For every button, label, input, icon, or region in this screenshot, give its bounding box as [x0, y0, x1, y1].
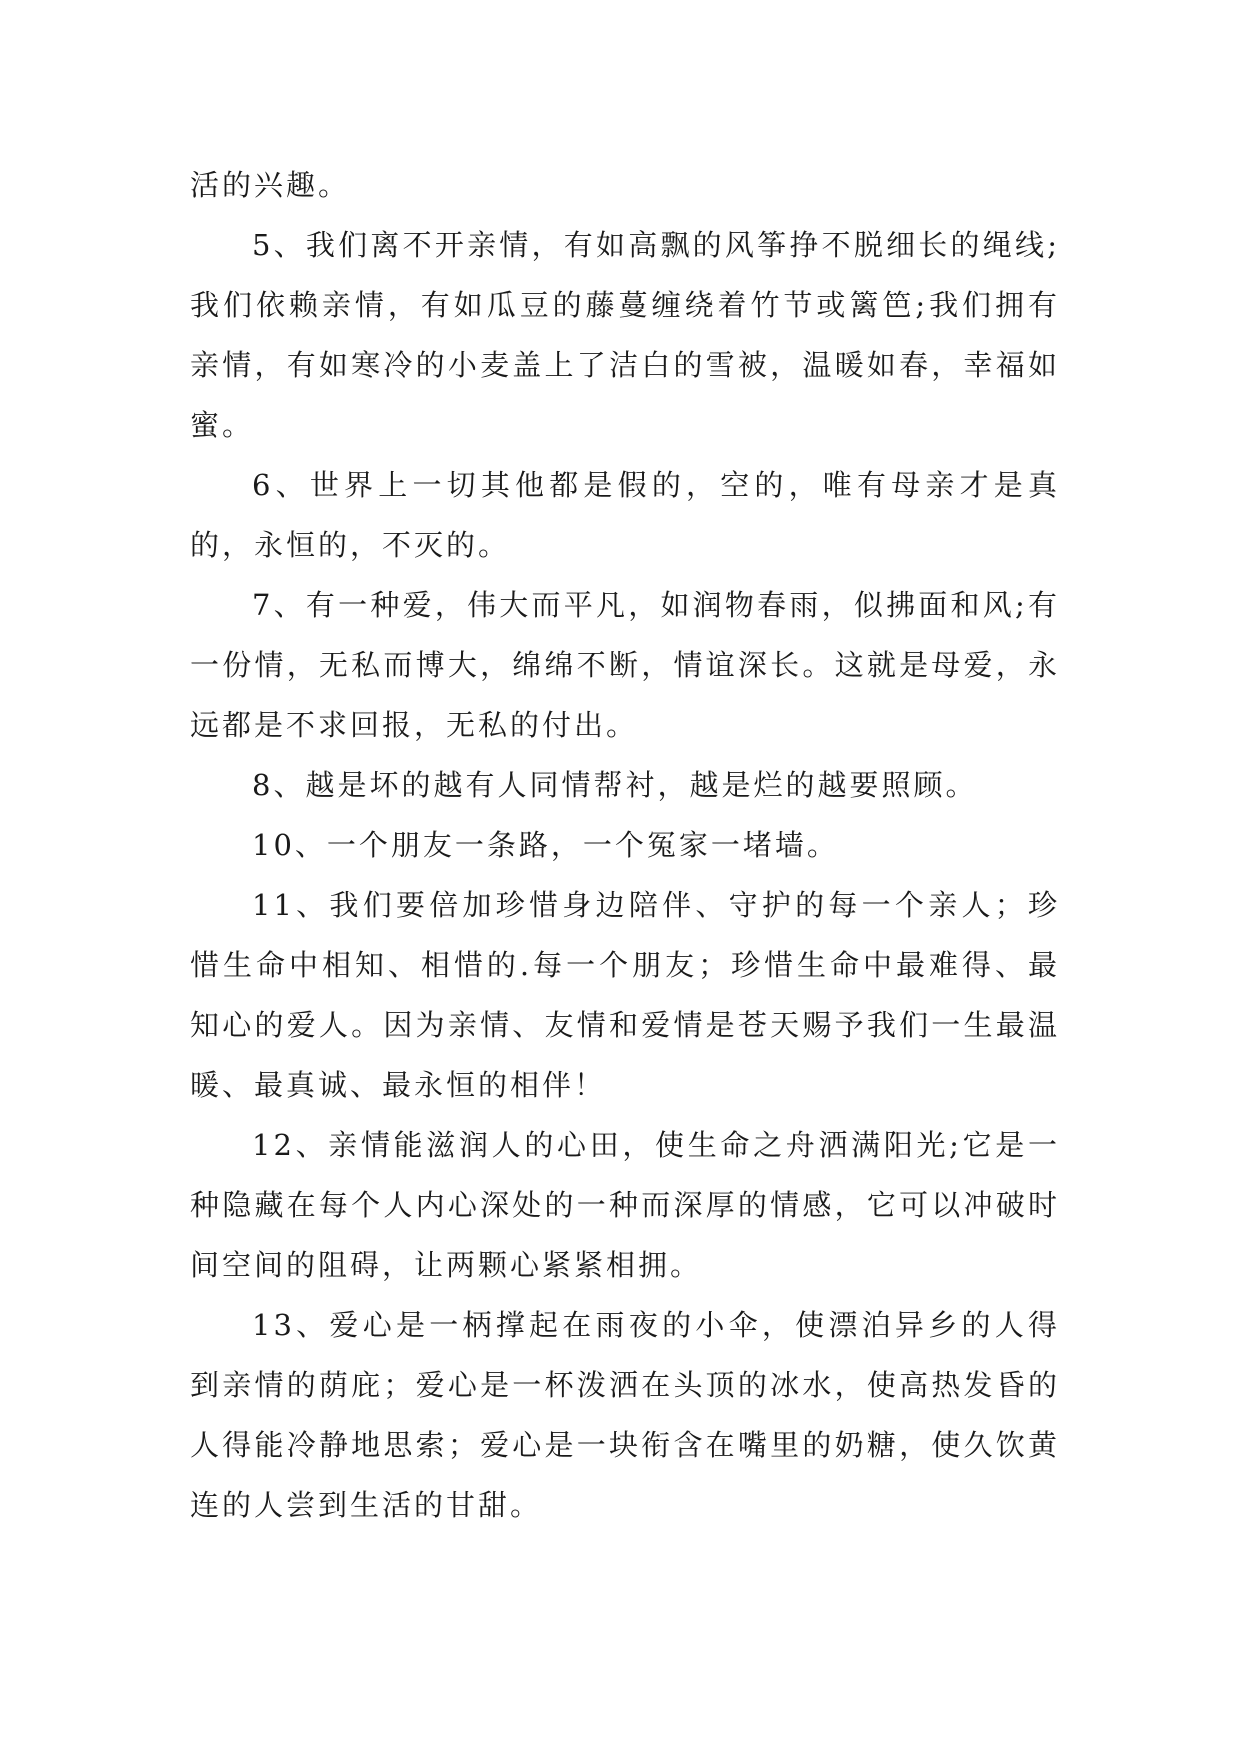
paragraph-item-5: 5、我们离不开亲情，有如高飘的风筝挣不脱细长的绳线;我们依赖亲情，有如瓜豆的藤蔓缠绕着竹节或篱笆;我们拥有亲情，有如寒冷的小麦盖上了洁白的雪被，温暖如春，幸福如蜜。	[190, 228, 1060, 442]
paragraph-item-13: 13、爱心是一柄撑起在雨夜的小伞，使漂泊异乡的人得到亲情的荫庇；爱心是一杯泼洒在头顶的冰水，使高热发昏的人得能冷静地思索；爱心是一块衔含在嘴里的奶糖，使久饮黄连的人尝到生活的甘甜。	[190, 1308, 1060, 1522]
paragraph-item-8: 8、越是坏的越有人同情帮衬，越是烂的越要照顾。	[252, 768, 978, 802]
paragraph-item-12: 12、亲情能滋润人的心田，使生命之舟洒满阳光;它是一种隐藏在每个人内心深处的一种而深厚的情感，它可以冲破时间空间的阻碍，让两颗心紧紧相拥。	[190, 1128, 1060, 1282]
document-body	[190, 155, 1060, 1535]
paragraph-continuation: 活的兴趣。	[190, 168, 351, 202]
paragraph-item-7: 7、有一种爱，伟大而平凡，如润物春雨，似拂面和风;有一份情，无私而博大，绵绵不断，情谊深长。这就是母爱，永远都是不求回报，无私的付出。	[190, 588, 1060, 742]
paragraph-item-6: 6、世界上一切其他都是假的，空的，唯有母亲才是真的，永恒的，不灭的。	[190, 468, 1060, 562]
paragraph-item-11: 11、我们要倍加珍惜身边陪伴、守护的每一个亲人；珍惜生命中相知、相惜的.每一个朋友；珍惜生命中最难得、最知心的爱人。因为亲情、友情和爱情是苍天赐予我们一生最温暖、最真诚、最永恒的相伴！	[190, 888, 1060, 1102]
paragraph-item-10: 10、一个朋友一条路，一个冤家一堵墙。	[252, 828, 839, 862]
